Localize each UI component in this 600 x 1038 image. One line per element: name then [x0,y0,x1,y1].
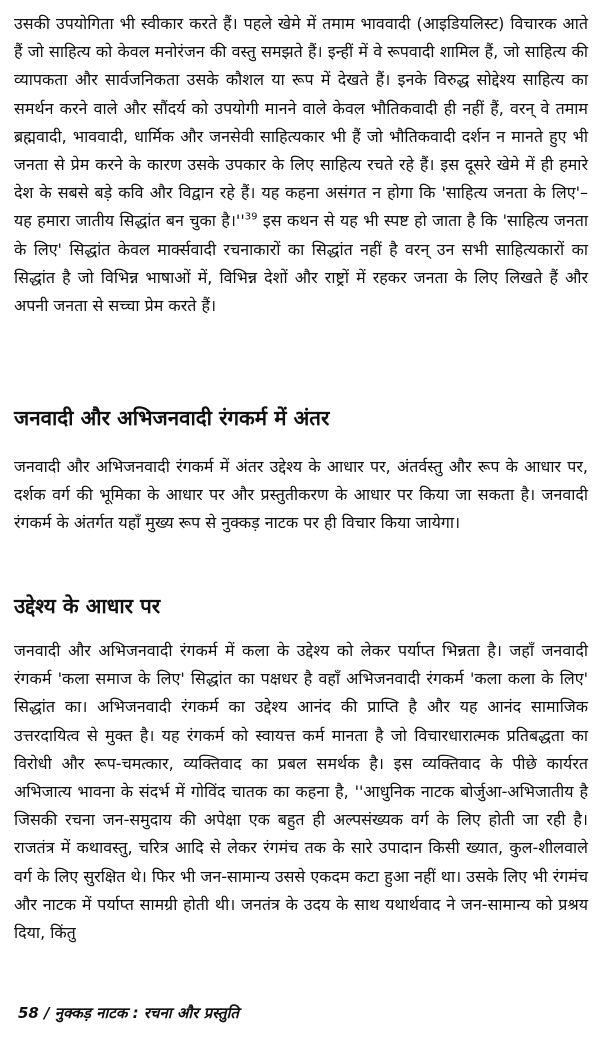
body-paragraph-3: जनवादी और अभिजनवादी रंगकर्म में कला के उद्देश्य को लेकर पर्याप्त भिन्नता है। जहाँ जनवादी रंगकर्म 'कला समाज के लिए' सिद्धांत का पक्षधर है वहाँ अभिजनवादी रंगकर्म 'कला कला के लिए' सिद्धांत का। अभिजनवादी रंगकर्म का उद्देश्य आनंद की प्राप्ति है और यह आनंद सामाजिक उत्तरदायित्व से मुक्त है। यह रंगकर्म को स्वायत्त कर्म मानता है जो विचारधारात्मक प्रतिबद्धता का विरोधी और रूप-चमत्कार, व्यक्तिवाद का प्रबल समर्थक है। इस व्यक्तिवाद के पीछे कार्यरत अभिजात्य भावना के संदर्भ में गोविंद चातक का कहना है, ''आधुनिक नाटक बोर्जुआ-अभिजातीय है जिसकी रचना जन-समुदाय की अपेक्षा एक बहुत ही अल्पसंख्यक वर्ग के लिए होती जा रही है। राजतंत्र में कथावस्तु, चरित्र आदि से लेकर रंगमंच तक के सारे उपादान किसी ख्यात, कुल-शीलवाले वर्ग के लिए सुरक्षित थे। फिर भी जन-सामान्य उससे एकदम कटा हुआ नहीं था। उसके लिए भी रंगमंच और नाटक में पर्याप्त सामग्री होती थी। जनतंत्र के उदय के साथ यथार्थवाद ने जन-सामान्य को प्रश्रय दिया, किंतु [14,641,588,943]
paragraph-1-continued-text: इस कथन से यह भी स्पष्ट हो जाता है कि 'साहित्य जनता के लिए' सिद्धांत केवल मार्क्सवादी रचनाकारों का सिद्धांत नहीं है वरन् उन सभी साहित्यकारों का सिद्धांत है जो विभिन्न भाषाओं में, विभिन्न देशों और राष्ट्रों में रहकर जनता के लिए लिखते हैं और अपनी जनता से सच्चा प्रेम करते हैं। [14,211,588,316]
body-paragraph-1 [14,10,588,320]
paragraph-1-text: उसकी उपयोगिता भी स्वीकार करते हैं। पहले खेमे में तमाम भाववादी (आइडियलिस्ट) विचारक आते हैं जो साहित्य को केवल मनोरंजन की वस्तु समझते हैं। इन्हीं में वे रूपवादी शामिल हैं, जो साहित्य की व्यापकता और सार्वजनिकता उसके कौशल या रूप में देखते हैं। इनके विरुद्ध सोद्देश्य साहित्य का समर्थन करने वाले और सौंदर्य को उपयोगी मानने वाले केवल भौतिकवादी ही नहीं हैं, वरन् वे तमाम ब्रह्मवादी, भाववादी, धार्मिक और जनसेवी साहित्यकार भी हैं जो भौतिकवादी दर्शन न मानते हुए भी जनता से प्रेम करने के कारण उसके उपकार के लिए साहित्य रचते रहे हैं। इस दूसरे खेमे में ही हमारे देश के सबसे बड़े कवि और विद्वान रहे हैं। यह कहना असंगत न होगा कि 'साहित्य जनता के लिए'–यह हमारा जातीय सिद्धांत बन चुका है।'' [14,14,588,231]
section-heading-1: जनवादी और अभिजनवादी रंगकर्म में अंतर [14,406,330,430]
body-paragraph-2: जनवादी और अभिजनवादी रंगकर्म में अंतर उद्देश्य के आधार पर, अंतर्वस्तु और रूप के आधार पर, दर्शक वर्ग की भूमिका के आधार पर और प्रस्तुतीकरण के आधार पर किया जा सकता है। जनवादी रंगकर्म के अंतर्गत यहाँ मुख्य रूप से नुक्कड़ नाटक पर ही विचार किया जायेगा। [14,457,588,533]
page-footer: 58 / नुक्कड़ नाटक : रचना और प्रस्तुति [18,1004,239,1022]
footnote-reference: 39 [244,212,258,224]
section-heading-2: उद्देश्य के आधार पर [14,594,161,618]
